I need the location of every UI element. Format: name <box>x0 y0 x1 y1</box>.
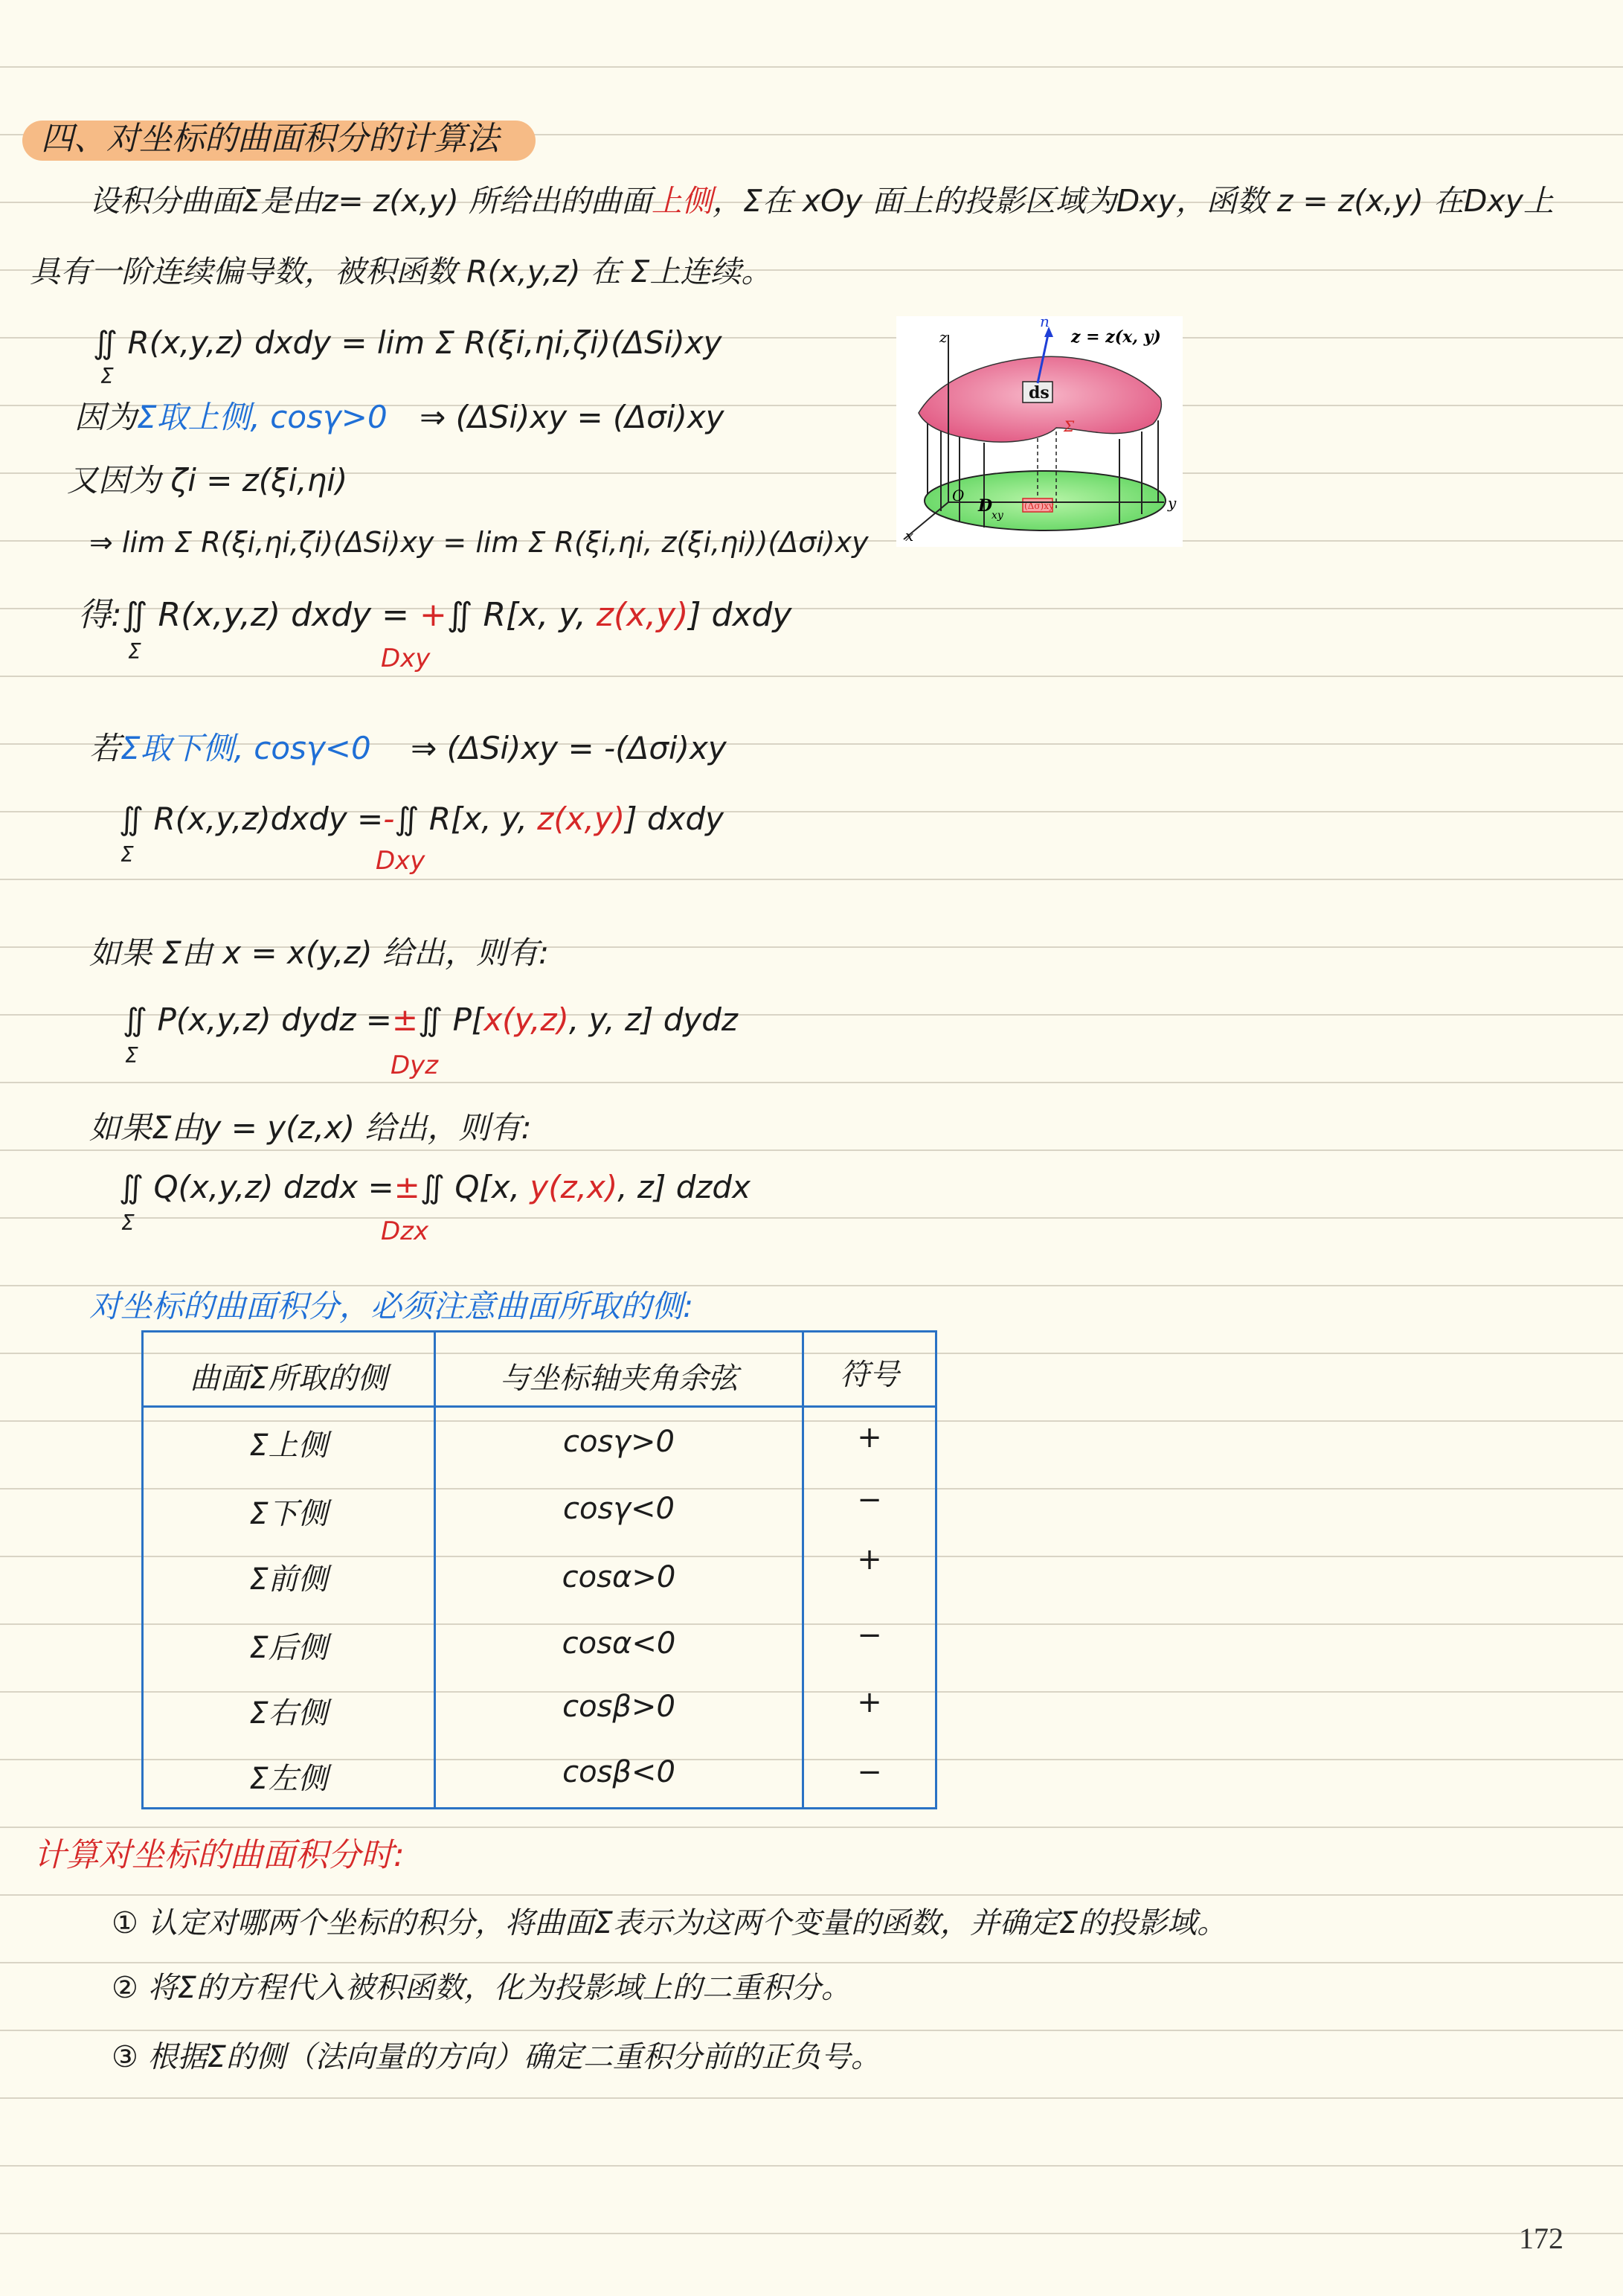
surface-figure <box>896 316 1183 547</box>
table-header: 符号 <box>840 1358 899 1392</box>
x-axis-label: x <box>905 527 914 545</box>
lower-side-lhs: ∬ R(x,y,z)dxdy = <box>119 801 384 837</box>
lower-side-equation <box>119 801 724 837</box>
table-cell-sign: + <box>857 1685 882 1719</box>
intro-text: 设积分曲面Σ是由z= z(x,y) 所给出的曲面 <box>89 183 652 219</box>
intro-line-2: 具有一阶连续偏导数，被积函数 R(x,y,z) 在 Σ上连续。 <box>30 254 772 289</box>
table-cell-side: Σ前侧 <box>249 1562 328 1597</box>
step-item: ② 将Σ的方程代入被积函数，化为投影域上的二重积分。 <box>112 1971 851 2005</box>
equation-substitution: ⇒ lim Σ R(ξi,ηi,ζi)(ΔSi)xy = lim Σ R(ξi,ηi, z(ξi,ηi))(Δσi)xy <box>89 526 869 559</box>
table-cell-side: Σ下侧 <box>249 1497 328 1531</box>
table-cell-cosine: cosα<0 <box>562 1626 676 1661</box>
lower-side-rhs-end: ] dxdy <box>625 801 724 837</box>
result-lhs: ∬ R(x,y,z) dxdy = <box>121 596 420 634</box>
result-rhs-end: ] dxdy <box>688 596 792 634</box>
x-case-domain: Dyz <box>391 1051 439 1080</box>
equation-definition: ∬ R(x,y,z) dxdy = lim Σ R(ξi,ηi,ζi)(ΔSi)xy <box>93 324 722 361</box>
page-number: 172 <box>1519 2222 1563 2255</box>
table-cell-sign: − <box>857 1618 882 1652</box>
step-item: ① 认定对哪两个坐标的积分，将曲面Σ表示为这两个变量的函数，并确定Σ的投影域。 <box>112 1906 1227 1940</box>
lower-side-result: ⇒ (ΔSi)xy = -(Δσi)xy <box>411 730 727 766</box>
y-case-sign: ± <box>393 1169 420 1205</box>
lower-side-prefix: 若 <box>89 730 121 766</box>
x-case-intro: 如果 Σ由 x = x(y,z) 给出，则有: <box>89 934 550 971</box>
y-case-rhs: ∬ Q[x, <box>420 1169 530 1205</box>
lower-side-line <box>89 730 727 766</box>
lower-side-condition: Σ取下侧, cosγ<0 <box>120 730 371 766</box>
because-line <box>74 399 724 435</box>
step-item: ③ 根据Σ的侧（法向量的方向）确定二重积分前的正负号。 <box>112 2040 881 2074</box>
table-cell-cosine: cosγ<0 <box>563 1492 675 1526</box>
x-case-rhs: ∬ P[ <box>418 1001 484 1038</box>
because-result: ⇒ (ΔSi)xy = (Δσi)xy <box>420 399 724 435</box>
y-case-rhs-red: y(z,x) <box>530 1169 618 1205</box>
y-axis-label: y <box>1168 494 1177 512</box>
table-cell-cosine: cosγ>0 <box>563 1425 675 1459</box>
table-cell-cosine: cosβ>0 <box>562 1690 675 1724</box>
y-case-equation <box>119 1169 751 1205</box>
lower-side-sign: - <box>383 801 395 837</box>
equation-definition-surface: Σ <box>100 364 114 388</box>
sigma-label: Σ <box>1064 417 1075 435</box>
table-header-divider <box>144 1405 935 1408</box>
table-header: 与坐标轴夹角余弦 <box>500 1362 738 1396</box>
table-cell-side: Σ后侧 <box>249 1631 328 1665</box>
result-domain: Dxy <box>381 644 431 673</box>
domain-subscript: xy <box>992 510 1003 522</box>
x-case-rhs-red: x(y,z) <box>483 1001 569 1038</box>
x-case-equation <box>123 1001 738 1038</box>
lower-side-rhs: ∬ R[x, y, <box>394 801 538 837</box>
y-case-rhs-end: , z] dzdx <box>617 1169 751 1205</box>
upper-side-text: 上侧 <box>651 183 713 219</box>
lower-side-domain: Dxy <box>376 846 425 876</box>
table-cell-cosine: cosα>0 <box>562 1560 676 1594</box>
table-cell-side: Σ左侧 <box>249 1762 328 1796</box>
section-heading: 四、对坐标的曲面积分的计算法 <box>41 120 499 158</box>
sides-table <box>141 1330 937 1809</box>
area-element-label: (Δσ)xy <box>1024 501 1054 511</box>
surface-equation-label: z = z(x, y) <box>1071 327 1161 347</box>
result-surface-sub: Σ <box>128 639 141 664</box>
because-prefix: 因为 <box>74 399 138 435</box>
ds-label: ds <box>1029 383 1050 403</box>
lower-side-surface-sub: Σ <box>120 842 134 867</box>
normal-label: n <box>1040 316 1050 330</box>
domain-label: D <box>978 496 993 516</box>
table-cell-cosine: cosβ<0 <box>562 1755 675 1789</box>
side-note: 对坐标的曲面积分，必须注意曲面所取的侧: <box>89 1288 694 1324</box>
intro-text-cont: ，Σ在 xOy 面上的投影区域为Dxy，函数 z = z(x,y) 在Dxy上 <box>712 183 1554 219</box>
because-condition: Σ取上侧, cosγ>0 <box>137 399 388 435</box>
steps-title: 计算对坐标的曲面积分时: <box>33 1836 405 1874</box>
table-header: 曲面Σ所取的侧 <box>190 1362 388 1396</box>
y-case-intro: 如果Σ由y = y(z,x) 给出，则有: <box>89 1109 532 1146</box>
table-cell-sign: − <box>857 1755 882 1789</box>
result-prefix: 得: <box>78 596 122 634</box>
y-case-lhs: ∬ Q(x,y,z) dzdx = <box>119 1169 394 1205</box>
x-case-lhs: ∬ P(x,y,z) dydz = <box>123 1001 392 1038</box>
table-cell-sign: + <box>857 1420 882 1455</box>
y-case-surface-sub: Σ <box>121 1210 135 1235</box>
surface-diagram <box>896 316 1183 547</box>
table-cell-side: Σ上侧 <box>249 1428 328 1463</box>
lower-side-rhs-red: z(x,y) <box>537 801 626 837</box>
y-case-domain: Dzx <box>381 1216 429 1246</box>
result-sign: + <box>419 596 447 634</box>
also-line: 又因为 ζi = z(ξi,ηi) <box>67 462 348 498</box>
origin-label: O <box>952 487 965 504</box>
table-cell-sign: − <box>857 1483 882 1517</box>
result-rhs-red: z(x,y) <box>596 596 689 634</box>
result-line <box>78 596 792 634</box>
x-case-sign: ± <box>391 1001 419 1038</box>
z-axis-label: z <box>939 328 948 346</box>
result-rhs: ∬ R[x, y, <box>446 596 597 634</box>
x-case-surface-sub: Σ <box>125 1043 138 1068</box>
table-cell-sign: + <box>857 1542 882 1577</box>
table-cell-side: Σ右侧 <box>249 1696 328 1731</box>
intro-line-1 <box>89 183 1554 219</box>
x-case-rhs-end: , y, z] dydz <box>568 1001 738 1038</box>
